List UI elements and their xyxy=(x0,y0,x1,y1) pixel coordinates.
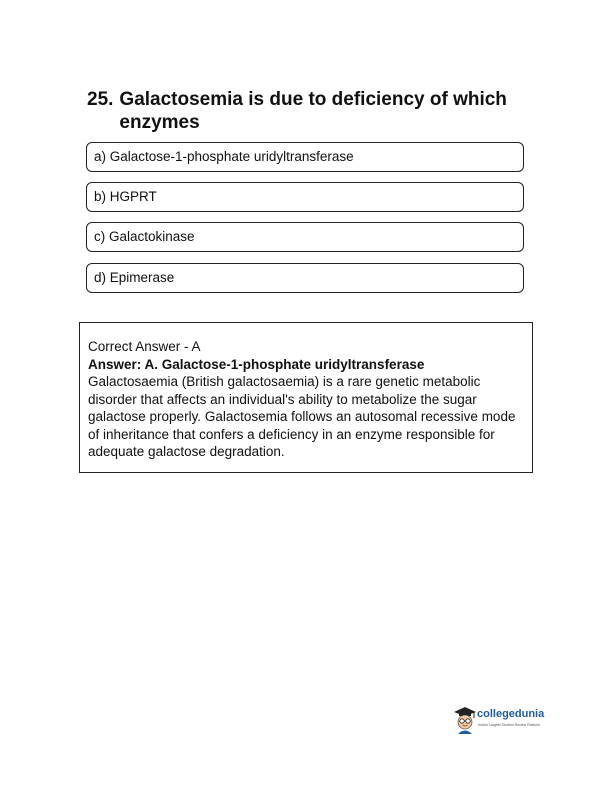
answer-title: Answer: A. Galactose-1-phosphate uridyltransferase xyxy=(88,356,425,372)
option-c[interactable]: c) Galactokinase xyxy=(86,222,524,252)
question-number: 25. xyxy=(87,89,114,110)
answer-box xyxy=(79,322,533,473)
collegedunia-logo xyxy=(452,704,552,736)
option-b[interactable]: b) HGPRT xyxy=(86,182,524,212)
logo-name: collegedunia xyxy=(477,708,545,720)
question-text: Galactosemia is due to deficiency of which enzymes xyxy=(119,89,507,133)
option-a[interactable]: a) Galactose-1-phosphate uridyltransferase xyxy=(86,142,524,172)
option-d[interactable]: d) Epimerase xyxy=(86,263,524,293)
correct-answer-label: Correct Answer - A xyxy=(88,339,201,354)
logo-tagline: India's Largest Student Review Platform xyxy=(478,723,541,727)
question-heading xyxy=(87,88,527,134)
answer-explanation: Galactosaemia (British galactosaemia) is a rare genetic metabolic disorder that affects an individual's ability to metabolize the sugar galactose properly. Galactosemia follows an autosomal recessive mode of inheritance that confers a deficiency in an enzyme responsible for adequate galactose degradation. xyxy=(88,374,516,459)
graduate-mascot-icon xyxy=(452,704,478,734)
